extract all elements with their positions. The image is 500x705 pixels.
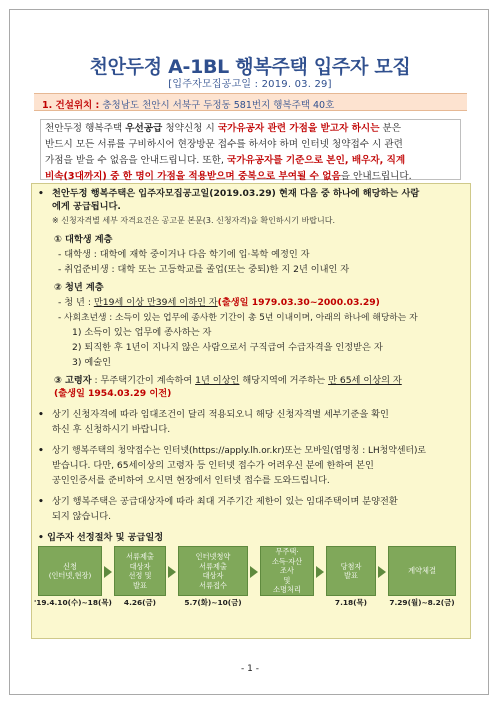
bullet: • — [38, 409, 44, 420]
arrow-icon — [168, 566, 176, 578]
group-youth-title: ② 청년 계층 — [54, 282, 104, 293]
location-label: 1. 건설위치 : — [42, 100, 100, 111]
location-box — [34, 93, 467, 111]
row-label: - 청 년 : — [58, 297, 94, 308]
eligibility-intro-2: 에게 공급됩니다. — [52, 201, 121, 212]
intro-text: 을 안내드립니다. — [340, 171, 412, 182]
step-label: 무주택· 소득·자산 조사 및 소명처리 — [271, 547, 303, 595]
step-application — [38, 546, 102, 596]
note-1-line-1: 상기 신청자격에 따라 임대조건이 달리 적용되오니 해당 신청자격별 세부기준을 확인 — [52, 409, 389, 420]
elderly-text: : 무주택기간이 계속하여 — [91, 375, 196, 386]
bullet: • — [38, 496, 44, 507]
intro-highlight: 비속(3대까지) 중 한 명이 가점을 적용받으며 중복으로 부여될 수 없음 — [45, 171, 341, 182]
step-document-selection — [114, 546, 166, 596]
arrow-icon — [250, 566, 258, 578]
elderly-text: 해당지역에 거주하는 — [239, 375, 329, 386]
note-2-line-3: 공인인증서를 준비하여 오시면 현장에서 인터넷 접수를 도와드립니다. — [52, 475, 330, 486]
step-label: 계약체결 — [408, 566, 436, 576]
schedule-title: • 입주자 선정절차 및 공급일정 — [38, 532, 164, 543]
step-label: 신청 (인터넷,현장) — [48, 561, 92, 580]
group-youth-row-1 — [58, 297, 380, 309]
intro-highlight: 국가유공자 관련 가점을 받고자 하시는 — [217, 123, 380, 134]
group-students-title: ① 대학생 계층 — [54, 234, 113, 245]
step-verification — [260, 546, 314, 596]
intro-priority: 우선공급 — [125, 123, 163, 134]
youth-sub-3: 3) 예술인 — [72, 357, 111, 368]
bullet: • — [38, 445, 44, 456]
intro-text: 가점을 받을 수 없음을 안내드립니다. 또한, — [45, 155, 227, 166]
elderly-title: ③ 고령자 — [54, 375, 92, 386]
note-2-line-2: 받습니다. 다만, 65세이상의 고령자 등 인터넷 접수가 어려우신 분에 한하여 본인 — [52, 460, 374, 471]
elderly-age: 만 65세 이상의 자 — [328, 375, 402, 386]
intro-line-1 — [45, 121, 456, 137]
step-label: 당첨자 발표 — [340, 561, 362, 580]
note-2-line-1: 상기 행복주택의 청약접수는 인터넷(https://apply.lh.or.kr)또는 모바일(엽명칭 : LH청약센터)로 — [52, 446, 427, 456]
location-value: 충청남도 천안시 서북구 두정동 581번지 행복주택 40호 — [99, 100, 335, 111]
group-youth-row-2: - 사회초년생 : 소득이 있는 업무에 종사한 기간이 총 5년 이내이며, 아래의 하나에 해당하는 자 — [58, 313, 418, 323]
arrow-icon — [378, 566, 386, 578]
intro-text: 청약신청 시 — [162, 123, 218, 134]
page-number: - 1 - — [241, 664, 259, 674]
group-students-row-2: - 취업준비생 : 대학 또는 고등학교를 졸업(또는 중퇴)한 지 2년 이내인 자 — [58, 264, 350, 275]
intro-text: 분은 — [379, 123, 402, 134]
page-title: 천안두정 A-1BL 행복주택 입주자 모집 — [89, 56, 411, 78]
group-elderly-line-1 — [54, 375, 402, 387]
youth-age: 만19세 이상 만39세 이하인 자 — [93, 297, 218, 308]
note-3-line-2: 되지 않습니다. — [52, 511, 112, 522]
step-date: 7.29(월)~8.2(금) — [389, 598, 455, 607]
step-date: 7.18(목) — [334, 598, 368, 607]
youth-birth-range: (출생일 1979.03.30~2000.03.29) — [217, 297, 380, 308]
schedule-flow — [34, 546, 458, 607]
step-label: 서류제출 대상자 선정 및 발표 — [126, 552, 154, 590]
step-contract — [388, 546, 456, 596]
arrow-icon — [316, 566, 324, 578]
youth-sub-1: 1) 소득이 있는 업무에 종사하는 자 — [72, 327, 212, 338]
step-winner-announcement — [326, 546, 376, 596]
intro-notice — [40, 119, 461, 180]
step-date: '19.4.10(수)~18(목) — [34, 598, 112, 607]
eligibility-note: ※ 신청자격별 세부 자격요건은 공고문 본문(3. 신청자격)을 확인하시기 바랍니다. — [52, 216, 336, 225]
elderly-period: 1년 이상인 — [195, 375, 240, 386]
arrow-icon — [104, 566, 112, 578]
note-1-line-2: 하신 후 신청하시기 바랍니다. — [52, 424, 171, 435]
step-label: 인터넷청약 서류제출 대상자 서류접수 — [195, 552, 231, 590]
step-document-submission — [178, 546, 248, 596]
eligibility-intro-1: 천안두정 행복주택은 입주자모집공고일(2019.03.29) 현재 다음 중 하나에 해당하는 사람 — [52, 188, 420, 199]
step-date: 4.26(금) — [123, 598, 157, 607]
intro-line-2: 반드시 모든 서류를 구비하시어 현장방문 접수를 하셔야 하며 인터넷 청약접수 시 관련 — [45, 139, 403, 150]
intro-line-3 — [45, 153, 456, 169]
group-students-row-1: - 대학생 : 대학에 재학 중이거나 다음 학기에 입·복학 예정인 자 — [58, 249, 310, 260]
intro-highlight: 국가유공자를 기준으로 본인, 배우자, 직계 — [226, 155, 406, 166]
youth-sub-2: 2) 퇴직한 후 1년이 지나지 않은 사람으로서 구직급여 수급자격을 인정받은 자 — [72, 342, 383, 353]
intro-text: 천안두정 행복주택 — [45, 123, 126, 134]
bullet: • — [38, 188, 44, 199]
step-date: 5.7(화)~10(금) — [184, 598, 242, 607]
elderly-birth-range: (출생일 1954.03.29 이전) — [54, 388, 172, 399]
note-3-line-1: 상기 행복주택은 공급대상자에 따라 최대 거주기간 제한이 있는 임대주택이며 분양전환 — [52, 496, 398, 507]
announcement-date: [입주자모집공고일 : 2019. 03. 29] — [168, 79, 332, 90]
